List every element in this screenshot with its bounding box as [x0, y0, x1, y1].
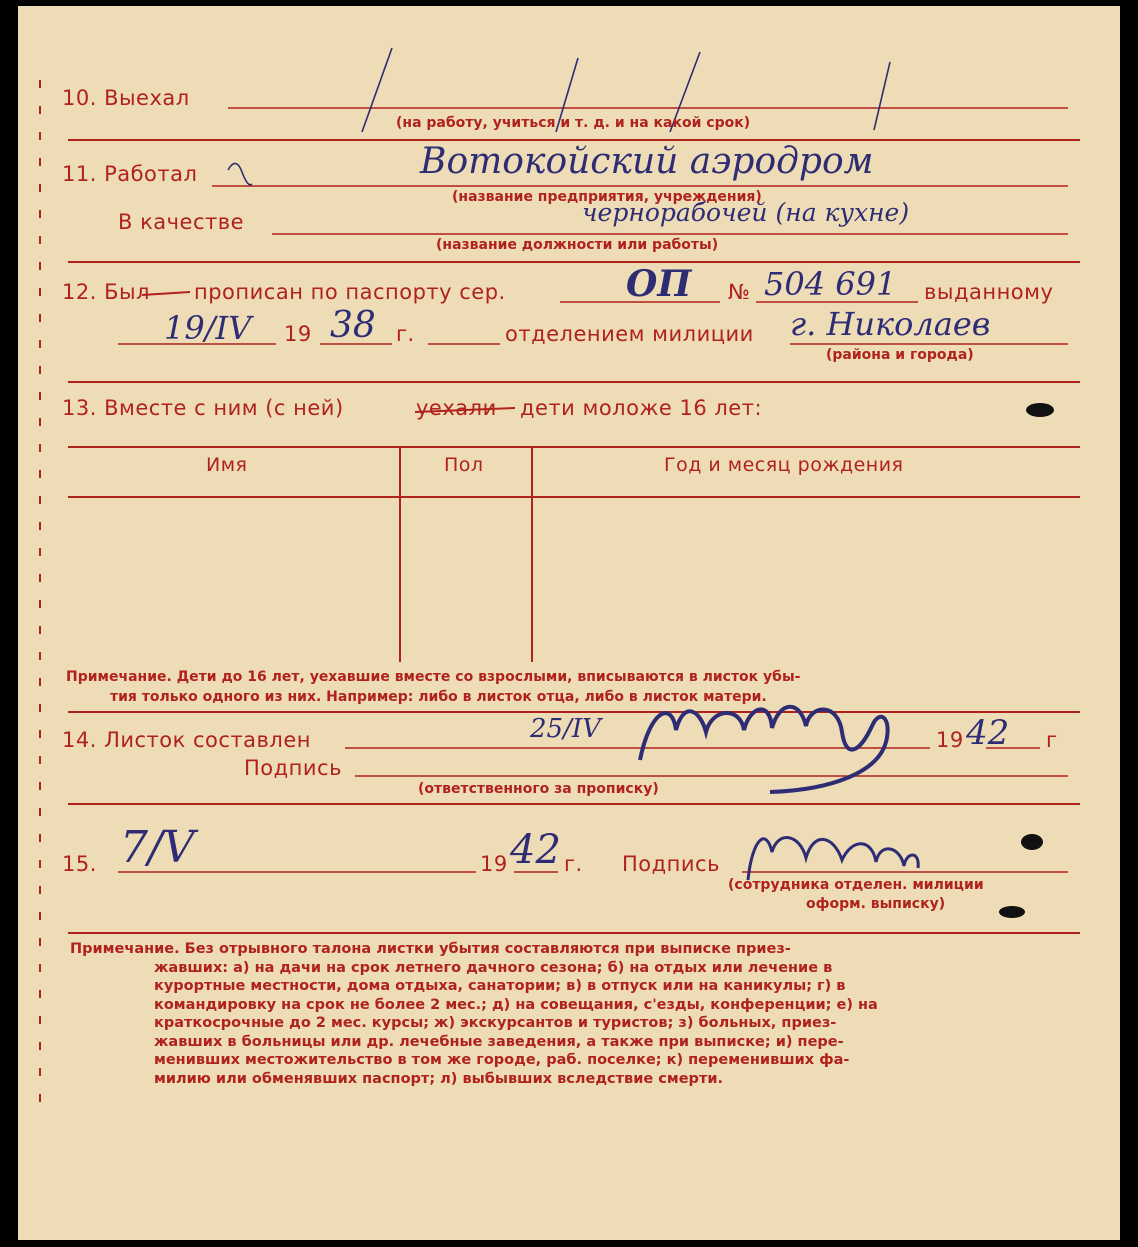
field-11-role-caption: (название должности или работы): [436, 237, 719, 253]
handwritten-passport-number: 504 691: [764, 265, 897, 303]
field-14-caption: (ответственного за прописку): [418, 781, 659, 797]
signature-14: [640, 707, 888, 792]
field-10-label: 10. Выехал: [62, 86, 190, 110]
table-columns: [400, 447, 532, 662]
handwritten-workplace: Вотокойский аэродром: [420, 141, 874, 182]
note-2: [70, 942, 878, 1086]
handwritten-f14-year: 42: [966, 713, 1010, 753]
note-2-line: краткосрочные до 2 мес. курсы; ж) экскурсантов и туристов; з) больных, приез-: [154, 1015, 837, 1031]
table-header-name: Имя: [206, 454, 248, 476]
field-12-militia-label: отделением милиции: [505, 322, 754, 346]
field-15-label: 15.: [62, 852, 97, 876]
field-15-sign-label: Подпись: [622, 852, 720, 876]
section-separators: [68, 140, 1080, 933]
handwritten-militia-city: г. Николаев: [790, 305, 991, 343]
field-14-label: 14. Листок составлен: [62, 728, 311, 752]
field-12-year-prefix: 19: [284, 322, 312, 346]
note-2-line: Примечание. Без отрывного талона листки убытия составляются при выписке приез-: [70, 941, 791, 957]
note-2-line: командировку на срок не более 2 мес.; д) на совещания, с'езды, конференции; е) на: [154, 996, 878, 1013]
note-2-line: милию или обменявших паспорт; л) выбывших вследствие смерти.: [154, 1070, 724, 1087]
field-12-militia-caption: (района и города): [826, 347, 974, 363]
field-14-sign-label: Подпись: [244, 756, 342, 780]
field-12-issued: выданному: [924, 280, 1054, 304]
table-header-sex: Пол: [444, 454, 484, 476]
field-14-year-prefix: 19: [936, 728, 964, 752]
field-14-year-suffix: г: [1046, 728, 1058, 752]
punch-holes: [999, 403, 1054, 918]
handwritten-f15-year: 42: [510, 827, 561, 873]
field-12-year-suffix: г.: [396, 322, 415, 346]
note-2-line: менивших местожительство в том же городе, раб. поселке; к) переменивших фа-: [154, 1052, 850, 1068]
handwritten-role: чернорабочей (на кухне): [582, 198, 910, 227]
handwritten-issue-year: 38: [330, 305, 376, 346]
field-15-caption-1: (сотрудника отделен. милиции: [728, 877, 984, 893]
field-12-text: прописан по паспорту сер.: [194, 280, 506, 304]
field-13-label: 13. Вместе с ним (с ней): [62, 396, 344, 420]
note-2-line: жавших в больницы или др. лечебные заведения, а также при выписке; и) пере-: [154, 1033, 844, 1050]
field-12-prefix: 12. Был: [62, 280, 150, 304]
handwritten-issue-date: 19/IV: [164, 309, 252, 347]
field-11-caption: (название предприятия, учреждения): [452, 189, 762, 205]
field-15-caption-2: оформ. выписку): [806, 896, 946, 912]
field-12-number-sign: №: [728, 280, 751, 304]
handwritten-f14-date: 25/IV: [530, 714, 601, 744]
note-1-line-1: Примечание. Дети до 16 лет, уехавшие вместе со взрослыми, вписываются в листок убы-: [66, 669, 801, 685]
field-10-caption: (на работу, учиться и т. д. и на какой срок): [396, 115, 751, 131]
field-15-year-suffix: г.: [564, 852, 583, 876]
signature-15: [748, 838, 918, 880]
handwritten-f15-date: 7/V: [120, 822, 195, 873]
note-2-line: курортные местности, дома отдыха, санатории; в) в отпуск или на каникулы; г) в: [154, 978, 846, 994]
table-header-birth: Год и месяц рождения: [664, 454, 904, 476]
field-13-rest: дети моложе 16 лет:: [520, 396, 763, 420]
note-1-line-2: тия только одного из них. Например: либо в листок отца, либо в листок матери.: [110, 689, 767, 705]
note-2-line: жавших: а) на дачи на срок летнего дачного сезона; б) на отдых или лечение в: [154, 959, 833, 976]
field-11-label: 11. Работал: [62, 162, 198, 186]
field-13-struck-word: уехали: [416, 396, 497, 420]
field-15-year-prefix: 19: [480, 852, 508, 876]
handwritten-passport-series: ОП: [626, 263, 692, 305]
field-11-role-label: В качестве: [118, 210, 245, 234]
